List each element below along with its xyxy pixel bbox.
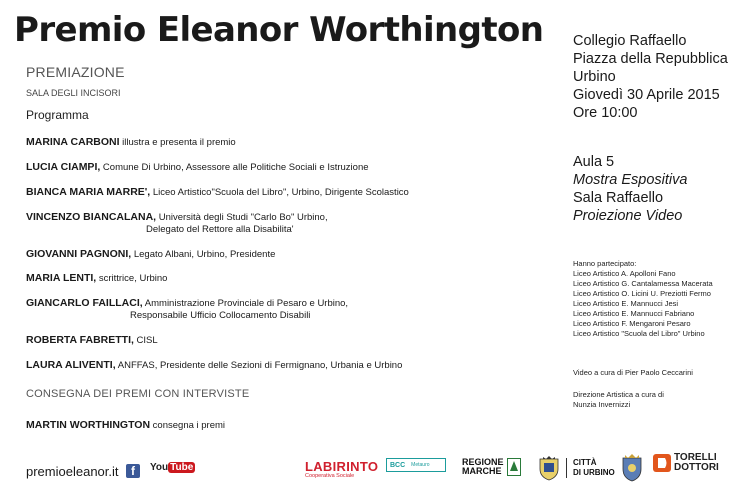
video-credit: Video a cura di Pier Paolo Ceccarini	[573, 368, 693, 377]
school-item: Liceo Artistico F. Mengaroni Pesaro	[573, 319, 691, 328]
crest-icon	[621, 452, 643, 482]
entry-desc: CISL	[133, 335, 158, 346]
bcc-logo-text: Metauro	[411, 462, 430, 468]
sala-label: Sala Raffaello	[573, 190, 664, 206]
school-item: Liceo Artistico E. Mannucci Jesi	[573, 299, 679, 308]
entry-name: LUCIA CIAMPI,	[26, 161, 101, 173]
poster-title: Premio Eleanor Worthington	[14, 10, 544, 50]
bcc-logo	[386, 458, 446, 472]
entry-desc: Amministrazione Provinciale di Pesaro e Urbino,	[142, 298, 349, 309]
program-entry	[26, 334, 158, 347]
school-item: Liceo Artistico O. Licini U. Preziotti Fermo	[573, 289, 711, 298]
venue-line: Piazza della Repubblica	[573, 51, 728, 67]
facebook-icon[interactable]: f	[126, 464, 140, 478]
entry-desc: illustra e presenta il premio	[119, 137, 236, 148]
entry-name: GIANCARLO FAILLACI,	[26, 297, 143, 309]
proiezione-label: Proiezione Video	[573, 208, 683, 224]
torelli-logo-text-2: DOTTORI	[674, 462, 719, 473]
program-entry	[26, 297, 348, 322]
program-entry	[26, 211, 328, 236]
province-crest-logo	[621, 452, 643, 487]
direzione-name: Nunzia Invernizzi	[573, 400, 631, 409]
entry-desc: ANFFAS, Presidente delle Sezioni di Fermignano, Urbania e Urbino	[115, 360, 403, 371]
urbino-crest-icon	[538, 455, 560, 481]
citta-logo-text: CITTÀ	[573, 458, 597, 467]
venue-line: Urbino	[573, 69, 616, 85]
entry-desc: Università degli Studi "Carlo Bo" Urbino,	[156, 212, 328, 223]
entry-name: LAURA ALIVENTI,	[26, 359, 116, 371]
venue-block	[573, 32, 728, 122]
school-item: Liceo Artistico "Scuola del Libro" Urbino	[573, 329, 705, 338]
entry-name: MARINA CARBONI	[26, 136, 120, 148]
youtube-tube: Tube	[170, 462, 194, 473]
direzione-label: Direzione Artistica a cura di	[573, 390, 664, 399]
school-item: Liceo Artistico A. Apolloni Fano	[573, 269, 676, 278]
venue-line: Collegio Raffaello	[573, 33, 687, 49]
premiazione-heading: PREMIAZIONE	[26, 64, 125, 80]
programma-label: Programma	[26, 108, 89, 122]
participants-block	[573, 259, 713, 339]
exhibition-block	[573, 153, 687, 225]
website-link[interactable]: premioeleanor.it	[26, 464, 119, 479]
regione-logo-text: REGIONE	[462, 457, 504, 467]
video-credit-block	[573, 368, 693, 378]
labirinto-logo-text: LABIRINTO	[305, 459, 379, 474]
youtube-you: You	[150, 462, 169, 473]
youtube-icon[interactable]	[150, 462, 194, 480]
program-entry	[26, 272, 167, 285]
torelli-dottori-logo	[653, 453, 719, 473]
sala-subheading: SALA DEGLI INCISORI	[26, 88, 121, 98]
torelli-mark-icon	[653, 454, 671, 472]
entry-name: MARIA LENTI,	[26, 272, 97, 284]
entry-name: ROBERTA FABRETTI,	[26, 334, 134, 346]
mostra-label: Mostra Espositiva	[573, 172, 688, 188]
entry-desc: Legato Albani, Urbino, Presidente	[131, 249, 276, 260]
venue-line: Ore 10:00	[573, 105, 638, 121]
aula-label: Aula 5	[573, 154, 615, 170]
direzione-block	[573, 390, 664, 410]
program-entry	[26, 186, 409, 199]
program-entry	[26, 248, 275, 261]
citta-urbino-logo	[538, 455, 615, 481]
school-item: Liceo Artistico G. Cantalamessa Macerata	[573, 279, 713, 288]
entry-desc-continued: Delegato del Rettore alla Disabilita'	[146, 224, 294, 235]
entry-desc-continued: Responsabile Ufficio Collocamento Disabili	[130, 310, 311, 321]
participants-heading: Hanno partecipato:	[573, 259, 637, 268]
entry-desc: Liceo Artistico"Scuola del Libro", Urbino, Dirigente Scolastico	[150, 187, 409, 198]
bcc-logo-mark: BCC	[390, 461, 406, 469]
regione-logo-text-2: MARCHE	[462, 466, 502, 476]
program-entry-final	[26, 419, 225, 432]
entry-desc: Comune Di Urbino, Assessore alle Politiche Sociali e Istruzione	[100, 162, 369, 173]
citta-logo-text-2: DI URBINO	[573, 468, 615, 477]
regione-emblem-icon	[507, 458, 521, 476]
entry-name: GIOVANNI PAGNONI,	[26, 248, 132, 260]
entry-name: VINCENZO BIANCALANA,	[26, 211, 157, 223]
labirinto-logo	[305, 459, 378, 479]
entry-desc: scrittrice, Urbino	[96, 273, 168, 284]
regione-marche-logo	[462, 458, 521, 476]
entry-name: BIANCA MARIA MARRE',	[26, 186, 151, 198]
labirinto-logo-sub: Cooperativa Sociale	[305, 473, 355, 479]
program-entry	[26, 359, 402, 372]
entry-desc: consegna i premi	[150, 420, 226, 431]
school-item: Liceo Artistico E. Mannucci Fabriano	[573, 309, 695, 318]
torelli-logo-text: TORELLI	[674, 452, 717, 463]
venue-line: Giovedì 30 Aprile 2015	[573, 87, 720, 103]
entry-name: MARTIN WORTHINGTON	[26, 419, 151, 431]
program-entry	[26, 136, 236, 149]
program-entry	[26, 161, 369, 174]
consegna-heading: CONSEGNA DEI PREMI CON INTERVISTE	[26, 388, 250, 400]
